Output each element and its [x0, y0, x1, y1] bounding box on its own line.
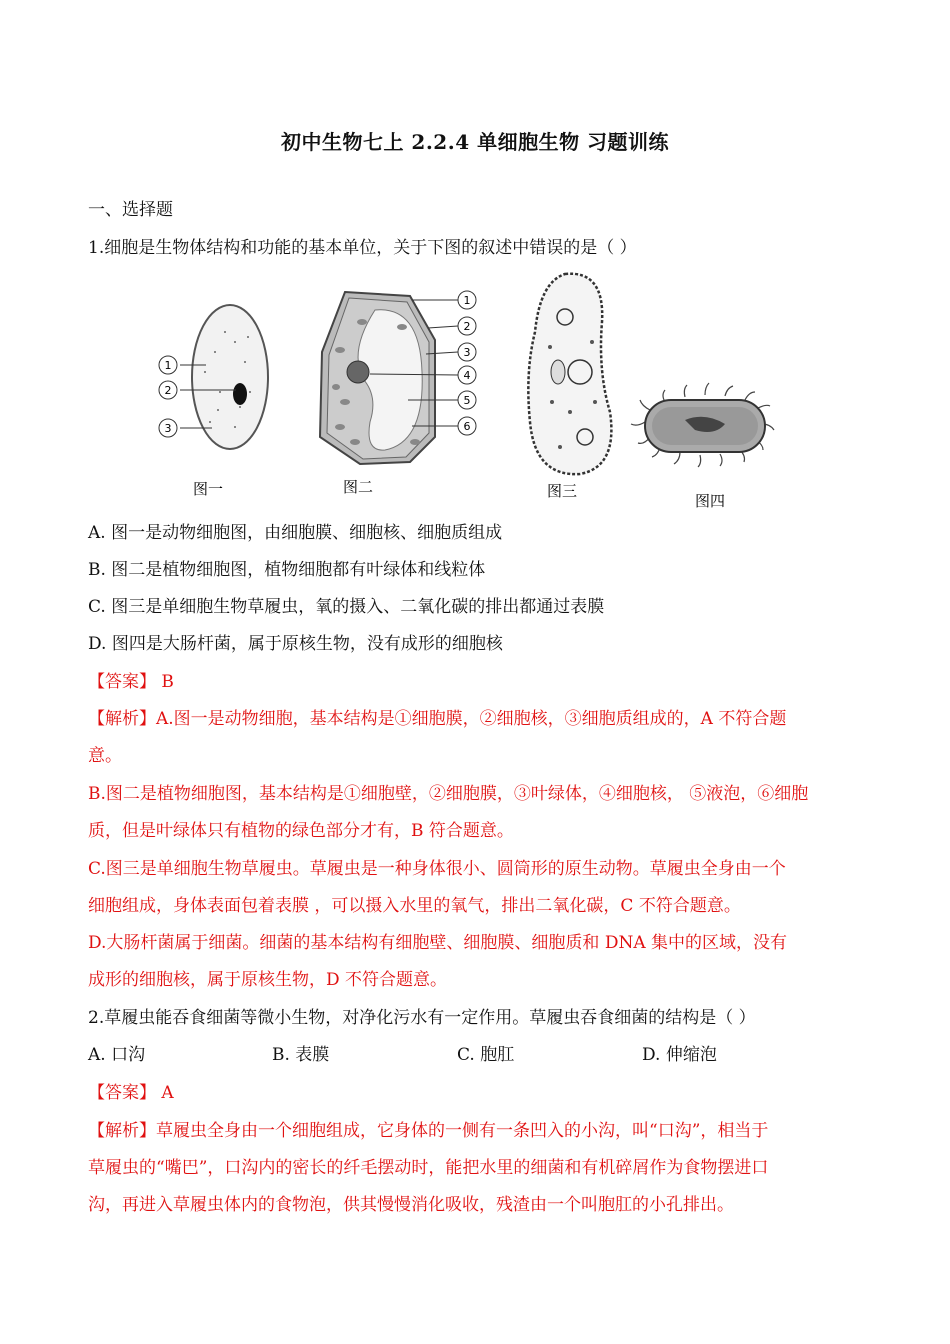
q2-analysis-line: 【解析】草履虫全身由一个细胞组成，它身体的一侧有一条凹入的小沟，叫“口沟”，相当于	[88, 1121, 769, 1141]
svg-text:6: 6	[463, 420, 471, 433]
q1-analysis-line: 细胞组成，身体表面包着表膜 ，可以摄入水里的氧气，排出二氧化碳，C 不符合题意。	[88, 896, 741, 916]
figure-3-paramecium	[528, 274, 611, 500]
q1-answer: 【答案】 B	[88, 672, 174, 692]
figure-4-ecoli	[631, 383, 774, 510]
q1-analysis-line: D.大肠杆菌属于细菌。细菌的基本结构有细胞壁、细胞膜、细胞质和 DNA 集中的区域，没有	[88, 933, 788, 953]
page-title: 初中生物七上 2.2.4 单细胞生物 习题训练	[280, 130, 670, 154]
svg-text:1: 1	[164, 359, 172, 372]
q1-option-a: A. 图一是动物细胞图，由细胞膜、细胞核、细胞质组成	[88, 523, 503, 543]
q1-analysis-line: 意。	[88, 746, 122, 766]
svg-text:3: 3	[463, 346, 471, 359]
svg-text:2: 2	[164, 384, 172, 397]
figure-4-label: 图四	[694, 492, 726, 510]
q2-analysis-line: 沟，再进入草履虫体内的食物泡，供其慢慢消化吸收，残渣由一个叫胞肛的小孔排出。	[88, 1195, 734, 1215]
figure-3-label: 图三	[546, 482, 578, 500]
q2-option-b: B. 表膜	[272, 1045, 330, 1065]
q2-option-d: D. 伸缩泡	[642, 1045, 717, 1065]
q1-analysis-line: C.图三是单细胞生物草履虫。草履虫是一种身体很小、圆筒形的原生动物。草履虫全身由一个	[88, 859, 786, 879]
q1-option-c: C. 图三是单细胞生物草履虫，氧的摄入、二氧化碳的排出都通过表膜	[88, 597, 605, 617]
svg-text:1: 1	[463, 294, 471, 307]
q2-analysis-line: 草履虫的“嘴巴”，口沟内的密长的纤毛摆动时，能把水里的细菌和有机碎屑作为食物摆进口	[88, 1158, 769, 1178]
q1-analysis-line: 【解析】A.图一是动物细胞，基本结构是①细胞膜，②细胞核，③细胞质组成的，A 不符合题	[88, 709, 787, 729]
svg-text:3: 3	[164, 422, 172, 435]
figure-1-label: 图一	[192, 480, 224, 498]
q1-analysis-line: 成形的细胞核，属于原核生物，D 不符合题意。	[88, 970, 448, 990]
svg-text:2: 2	[463, 320, 471, 333]
svg-text:4: 4	[463, 369, 471, 382]
question-1-stem: 1.细胞是生物体结构和功能的基本单位，关于下图的叙述中错误的是（ ）	[88, 238, 637, 258]
figure-2-label: 图二	[342, 478, 374, 496]
svg-text:5: 5	[463, 394, 471, 407]
q2-option-a: A. 口沟	[88, 1045, 146, 1065]
q1-analysis-line: B.图二是植物细胞图，基本结构是①细胞壁，②细胞膜，③叶绿体，④细胞核， ⑤液泡，⑥细胞	[88, 784, 809, 804]
section-heading: 一、选择题	[88, 200, 173, 220]
q1-option-d: D. 图四是大肠杆菌，属于原核生物，没有成形的细胞核	[88, 634, 503, 654]
cell-figures	[140, 262, 780, 514]
q2-option-c: C. 胞肛	[457, 1045, 515, 1065]
q1-analysis-line: 质，但是叶绿体只有植物的绿色部分才有，B 符合题意。	[88, 821, 514, 841]
figure-1-animal-cell	[159, 305, 268, 498]
q2-answer: 【答案】 A	[88, 1083, 174, 1103]
question-2-stem: 2.草履虫能吞食细菌等微小生物，对净化污水有一定作用。草履虫吞食细菌的结构是（ ）	[88, 1008, 756, 1028]
figure-2-plant-cell	[320, 291, 476, 496]
q1-option-b: B. 图二是植物细胞图，植物细胞都有叶绿体和线粒体	[88, 560, 486, 580]
